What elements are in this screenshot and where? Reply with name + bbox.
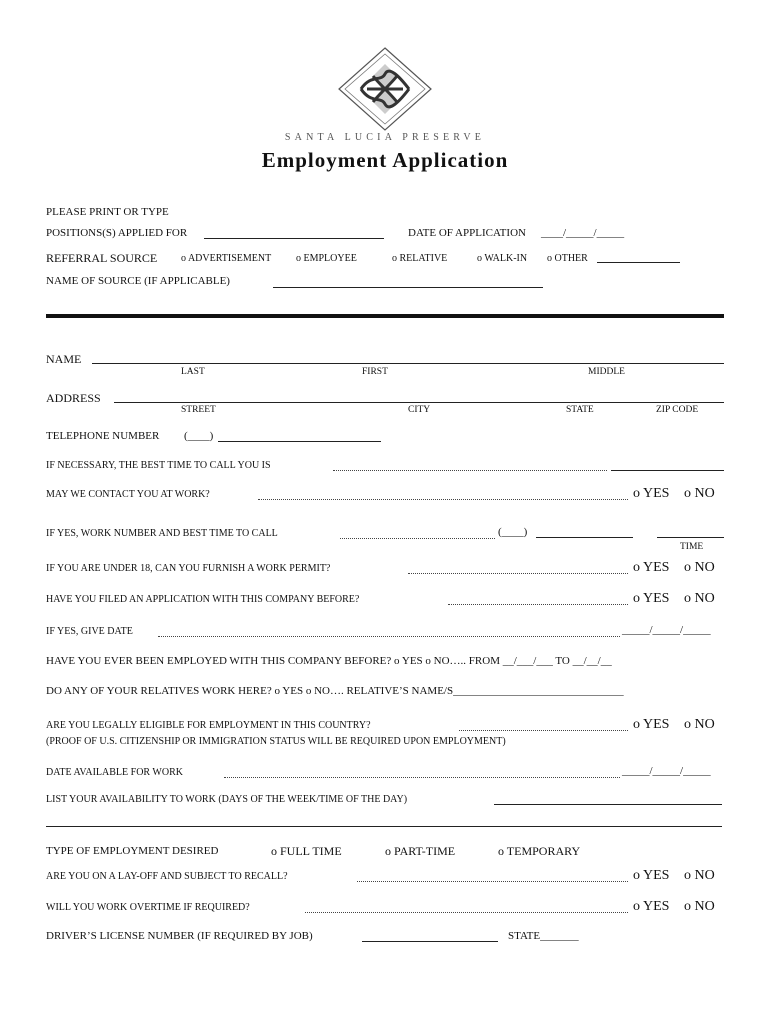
- overtime-yes[interactable]: o YES: [633, 899, 670, 914]
- telephone-area-code[interactable]: (____): [184, 430, 214, 442]
- name-field[interactable]: [92, 363, 724, 364]
- form-title: Employment Application: [261, 148, 509, 172]
- name-label: NAME: [46, 352, 82, 366]
- availability-field-1[interactable]: [494, 804, 722, 805]
- contact-work-no[interactable]: o NO: [684, 486, 715, 501]
- date-available-leader: [224, 777, 620, 778]
- address-zip-caption: ZIP CODE: [656, 405, 699, 415]
- name-first-caption: FIRST: [362, 367, 388, 377]
- eligible-no[interactable]: o NO: [684, 717, 715, 732]
- relatives-row[interactable]: DO ANY OF YOUR RELATIVES WORK HERE? o YES o NO…. RELATIVE’S NAME/S_______________________________: [46, 685, 624, 697]
- telephone-label: TELEPHONE NUMBER: [46, 430, 160, 442]
- eligible-note: (PROOF OF U.S. CITIZENSHIP OR IMMIGRATION STATUS WILL BE REQUIRED UPON EMPLOYMENT): [46, 736, 506, 747]
- employment-type-label: TYPE OF EMPLOYMENT DESIRED: [46, 845, 219, 857]
- work-permit-no[interactable]: o NO: [684, 560, 715, 575]
- give-date-label: IF YES, GIVE DATE: [46, 626, 133, 637]
- brand-name: SANTA LUCIA PRESERVE: [284, 132, 486, 143]
- eligible-label: ARE YOU LEGALLY ELIGIBLE FOR EMPLOYMENT IN THIS COUNTRY?: [46, 720, 371, 731]
- positions-field[interactable]: [204, 238, 384, 239]
- referral-option-walk-in[interactable]: o WALK-IN: [477, 253, 528, 264]
- best-time-leader: [333, 470, 607, 471]
- work-number-field[interactable]: [536, 537, 633, 538]
- date-available-field[interactable]: _____/_____/_____: [622, 765, 711, 777]
- work-permit-leader: [408, 573, 628, 574]
- date-of-application-field[interactable]: ____/_____/_____: [541, 227, 625, 239]
- positions-label: POSITIONS(S) APPLIED FOR: [46, 227, 188, 239]
- address-street-caption: STREET: [181, 405, 216, 415]
- referral-option-other[interactable]: o OTHER: [547, 253, 588, 264]
- referral-source-label: REFERRAL SOURCE: [46, 251, 158, 265]
- telephone-field[interactable]: [218, 441, 381, 442]
- employment-type-part-time[interactable]: o PART-TIME: [385, 844, 456, 858]
- layoff-no[interactable]: o NO: [684, 868, 715, 883]
- layoff-leader: [357, 881, 628, 882]
- employed-before-row[interactable]: HAVE YOU EVER BEEN EMPLOYED WITH THIS COMPANY BEFORE? o YES o NO….. FROM __/___/___ TO __/__/__: [46, 655, 612, 667]
- eligible-yes[interactable]: o YES: [633, 717, 670, 732]
- overtime-no[interactable]: o NO: [684, 899, 715, 914]
- referral-option-advertisement[interactable]: o ADVERTISEMENT: [181, 253, 272, 264]
- name-middle-caption: MIDDLE: [588, 367, 625, 377]
- overtime-label: WILL YOU WORK OVERTIME IF REQUIRED?: [46, 902, 250, 913]
- contact-work-yes[interactable]: o YES: [633, 486, 670, 501]
- employment-type-full-time[interactable]: o FULL TIME: [271, 844, 342, 858]
- date-available-label: DATE AVAILABLE FOR WORK: [46, 767, 183, 778]
- address-state-caption: STATE: [566, 405, 594, 415]
- drivers-license-label: DRIVER’S LICENSE NUMBER (IF REQUIRED BY JOB): [46, 930, 313, 942]
- layoff-yes[interactable]: o YES: [633, 868, 670, 883]
- name-last-caption: LAST: [181, 367, 205, 377]
- filed-before-label: HAVE YOU FILED AN APPLICATION WITH THIS COMPANY BEFORE?: [46, 594, 360, 605]
- availability-label: LIST YOUR AVAILABILITY TO WORK (DAYS OF THE WEEK/TIME OF THE DAY): [46, 794, 408, 805]
- best-time-field[interactable]: [611, 470, 724, 471]
- work-permit-label: IF YOU ARE UNDER 18, CAN YOU FURNISH A WORK PERMIT?: [46, 563, 331, 574]
- filed-before-yes[interactable]: o YES: [633, 591, 670, 606]
- eligible-leader: [459, 730, 628, 731]
- referral-option-employee[interactable]: o EMPLOYEE: [296, 253, 357, 264]
- layoff-label: ARE YOU ON A LAY-OFF AND SUBJECT TO RECALL?: [46, 871, 288, 882]
- referral-option-relative[interactable]: o RELATIVE: [392, 253, 448, 264]
- best-time-label: IF NECESSARY, THE BEST TIME TO CALL YOU IS: [46, 460, 271, 471]
- date-of-application-label: DATE OF APPLICATION: [408, 227, 526, 239]
- address-label: ADDRESS: [46, 391, 101, 405]
- give-date-field[interactable]: _____/_____/_____: [622, 624, 711, 636]
- filed-before-leader: [448, 604, 628, 605]
- contact-work-leader: [258, 499, 628, 500]
- license-state-field[interactable]: STATE_______: [508, 930, 579, 942]
- address-city-caption: CITY: [408, 405, 431, 415]
- santa-lucia-preserve-logo: [337, 46, 433, 132]
- work-best-time-field[interactable]: [657, 537, 724, 538]
- work-permit-yes[interactable]: o YES: [633, 560, 670, 575]
- instruction-text: PLEASE PRINT OR TYPE: [46, 206, 169, 218]
- time-caption: TIME: [680, 542, 704, 552]
- drivers-license-field[interactable]: [362, 941, 498, 942]
- availability-field-2[interactable]: [46, 826, 722, 827]
- section-divider: [46, 314, 724, 318]
- overtime-leader: [305, 912, 628, 913]
- address-field[interactable]: [114, 402, 724, 403]
- contact-work-label: MAY WE CONTACT YOU AT WORK?: [46, 489, 210, 500]
- source-name-field[interactable]: [273, 287, 543, 288]
- work-number-area-code[interactable]: (____): [498, 526, 528, 538]
- filed-before-no[interactable]: o NO: [684, 591, 715, 606]
- give-date-leader: [158, 636, 620, 637]
- other-source-field[interactable]: [597, 262, 680, 263]
- source-name-label: NAME OF SOURCE (IF APPLICABLE): [46, 275, 230, 287]
- employment-type-temporary[interactable]: o TEMPORARY: [498, 844, 581, 858]
- work-number-label: IF YES, WORK NUMBER AND BEST TIME TO CALL: [46, 528, 278, 539]
- work-number-leader: [340, 538, 495, 539]
